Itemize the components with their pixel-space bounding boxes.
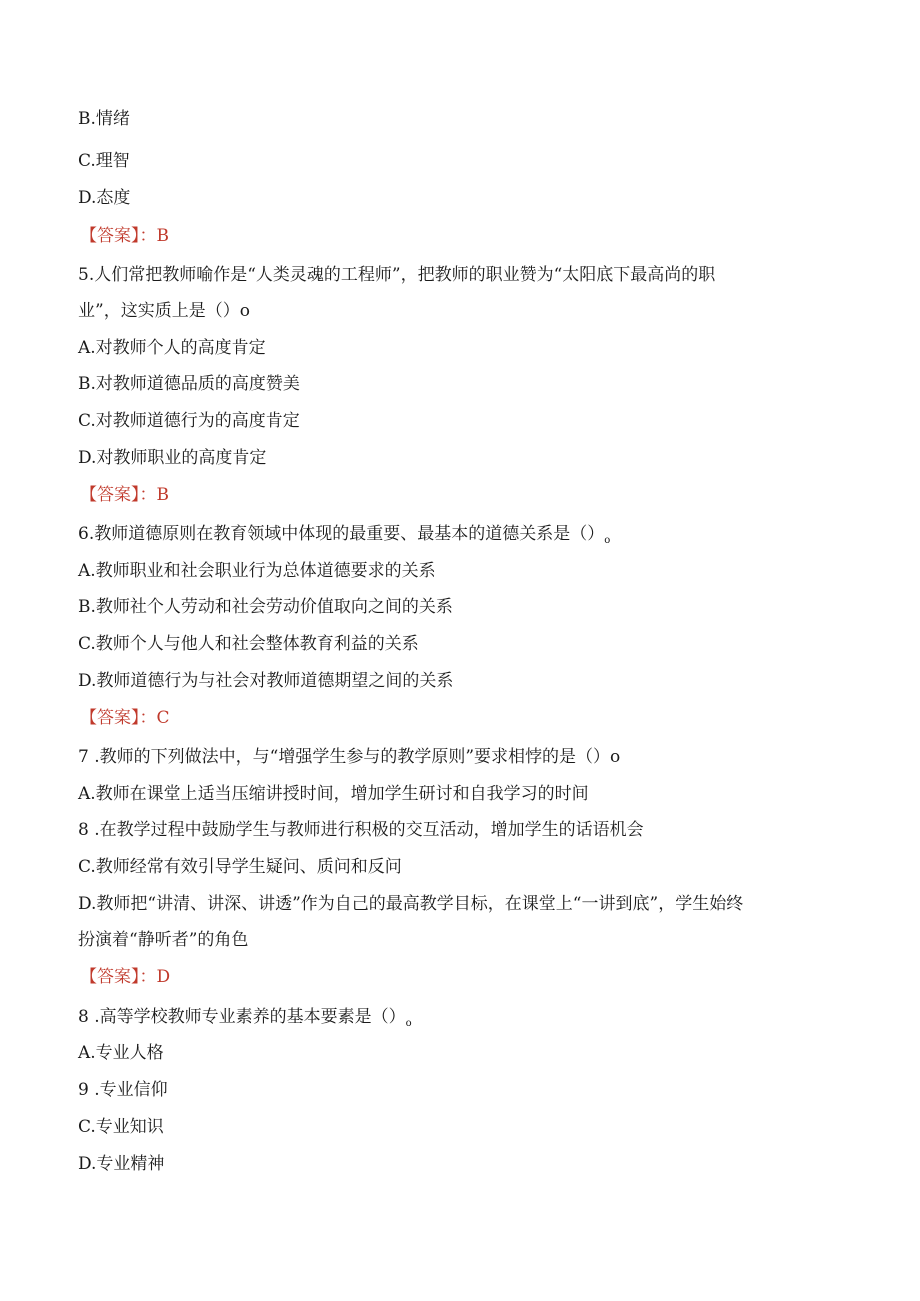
q6-option-a: A.教师职业和社会职业行为总体道德要求的关系 bbox=[78, 561, 436, 581]
q8-option-b: 9 .专业信仰 bbox=[78, 1080, 168, 1100]
q8-option-c: C.专业知识 bbox=[78, 1117, 164, 1137]
answer-q5: 【答案】：B bbox=[80, 485, 169, 505]
answer-q6: 【答案】：C bbox=[80, 708, 170, 728]
q7-option-c: C.教师经常有效引导学生疑问、质问和反问 bbox=[78, 857, 402, 877]
answer-q7: 【答案】：D bbox=[80, 967, 171, 987]
q7-option-a: A.教师在课堂上适当压缩讲授时间，增加学生研讨和自我学习的时间 bbox=[78, 784, 589, 804]
q7-option-d-line-1: D.教师把“讲清、讲深、讲透”作为自己的最高教学目标，在课堂上“一讲到底”，学生始终 bbox=[78, 894, 744, 914]
question-6-text: 6.教师道德原则在教育领域中体现的最重要、最基本的道德关系是（） bbox=[78, 524, 605, 544]
question-5-line-2: 业”，这实质上是（）o bbox=[78, 301, 250, 321]
option-d-attitude: D.态度 bbox=[78, 188, 131, 208]
q8-option-a: A.专业人格 bbox=[78, 1043, 164, 1063]
question-8-period: o bbox=[405, 1018, 412, 1029]
option-c-reason: C.理智 bbox=[78, 151, 130, 171]
question-6 bbox=[78, 523, 610, 552]
answer-q4: 【答案】：B bbox=[80, 226, 169, 246]
question-7: 7 .教师的下列做法中，与“增强学生参与的教学原则”要求相悖的是（）o bbox=[78, 747, 621, 767]
q6-option-c: C.教师个人与他人和社会整体教育利益的关系 bbox=[78, 634, 419, 654]
q8-option-d: D.专业精神 bbox=[78, 1154, 165, 1174]
question-5-line-1: 5.人们常把教师喻作是“人类灵魂的工程师”，把教师的职业赞为“太阳底下最高尚的职 bbox=[78, 265, 716, 285]
q5-option-b: B.对教师道德品质的高度赞美 bbox=[78, 374, 300, 394]
q6-option-d: D.教师道德行为与社会对教师道德期望之间的关系 bbox=[78, 671, 454, 691]
q7-option-d-line-2: 扮演着“静听者”的角色 bbox=[78, 930, 249, 950]
question-6-period: o bbox=[604, 535, 611, 546]
q6-option-b: B.教师社个人劳动和社会劳动价值取向之间的关系 bbox=[78, 597, 453, 617]
option-b-emotion: B.情绪 bbox=[78, 109, 130, 129]
question-8-text: 8 .高等学校教师专业素养的基本要素是（） bbox=[78, 1007, 406, 1027]
q5-option-c: C.对教师道德行为的高度肯定 bbox=[78, 411, 300, 431]
q5-option-a: A.对教师个人的高度肯定 bbox=[78, 338, 266, 358]
q5-option-d: D.对教师职业的高度肯定 bbox=[78, 448, 267, 468]
q7-option-b: 8 .在教学过程中鼓励学生与教师进行积极的交互活动，增加学生的话语机会 bbox=[78, 820, 644, 840]
question-8 bbox=[78, 1006, 412, 1035]
